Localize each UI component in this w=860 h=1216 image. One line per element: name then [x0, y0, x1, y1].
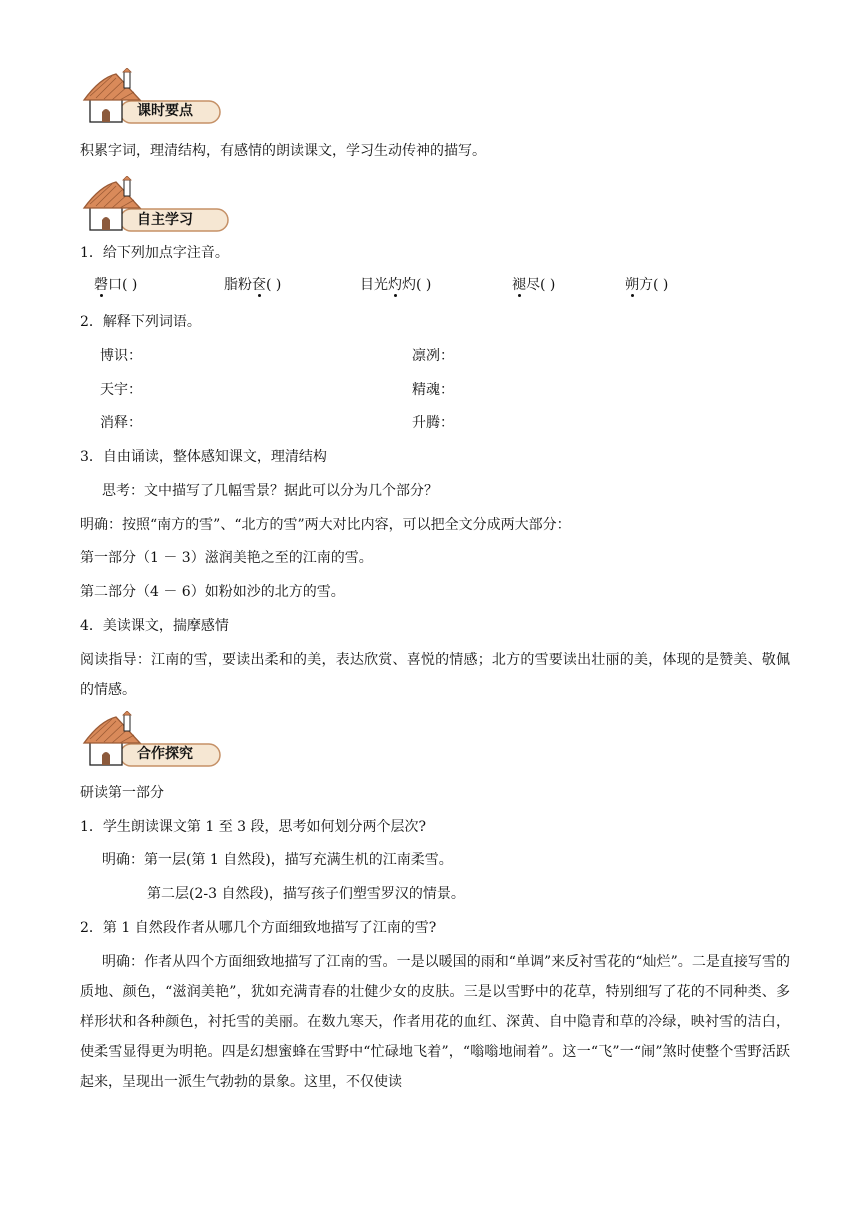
pinyin-item [625, 278, 668, 292]
pinyin-item [512, 278, 555, 292]
section-title: 合作探究 [137, 746, 193, 762]
text-line: 思考：文中描写了几幅雪景？据此可以分为几个部分？ [102, 483, 438, 499]
paragraph: 阅读指导：江南的雪，要读出柔和的美，表达欣赏、喜悦的情感；北方的雪要读出壮丽的美，体现的是赞美、敬佩的情感。 [80, 652, 790, 698]
term-label: 消释： [100, 415, 142, 431]
pinyin-blank: 方( ) [639, 277, 669, 293]
dotted-char: 奁 [252, 277, 266, 293]
term-label: 凛冽： [412, 348, 454, 364]
term-label: 精魂： [412, 382, 454, 398]
pinyin-item [360, 278, 431, 292]
pinyin-blank: 尽( ) [526, 277, 556, 293]
dotted-char: 灼 [388, 277, 402, 293]
text-line: 第一部分（1 － 3）滋润美艳之至的江南的雪。 [80, 550, 373, 566]
section-title: 自主学习 [137, 212, 193, 228]
text-line: 明确：按照“南方的雪”、“北方的雪”两大对比内容，可以把全文分成两大部分： [80, 517, 571, 533]
text-line: 2．第 1 自然段作者从哪几个方面细致地描写了江南的雪? [80, 920, 437, 936]
term-label: 天宇： [100, 382, 142, 398]
paragraph: 明确：作者从四个方面细致地描写了江南的雪。一是以暖国的雨和“单调”来反衬雪花的“灿烂”。二是直接写雪的质地、颜色，“滋润美艳”，犹如充满青春的壮健少女的皮肤。三是以雪野中的花草，特别细写了花的不同种类、多样形状和各种颜色，衬托雪的美丽。在数九寒天，作者用花的血红、深黄、自中隐青和草的冷绿，映衬雪的洁白，使柔雪显得更为明艳。四是幻想蜜蜂在雪野中“忙碌地飞着”，“嗡嗡地闹着”。这一“飞”一“闹”煞时使整个雪野活跃起来，呈现出一派生气勃勃的景象。这里，不仅使读 [80, 954, 790, 1090]
text-line: 3．自由诵读，整体感知课文，理清结构 [80, 449, 327, 465]
pinyin-item [224, 278, 281, 292]
text-line: 1．给下列加点字注音。 [80, 245, 229, 261]
text-line: 2．解释下列词语。 [80, 314, 201, 330]
pinyin-blank: 灼( ) [402, 277, 432, 293]
dotted-char: 磬 [94, 277, 108, 293]
text-span: 目光 [360, 277, 388, 293]
text-line: 4．美读课文，揣摩感情 [80, 618, 229, 634]
text-line: 明确：第一层(第 1 自然段)，描写充满生机的江南柔雪。 [102, 852, 453, 868]
section-title: 课时要点 [137, 103, 193, 119]
section-header-self-study [82, 176, 232, 234]
pinyin-blank: 口( ) [108, 277, 138, 293]
text-line: 1．学生朗读课文第 1 至 3 段，思考如何划分两个层次? [80, 819, 427, 835]
pinyin-item [94, 278, 137, 292]
term-label: 升腾： [412, 415, 454, 431]
text-line: 第二部分（4 － 6）如粉如沙的北方的雪。 [80, 584, 345, 600]
text-line: 研读第一部分 [80, 785, 164, 801]
text-line: 积累字词，理清结构，有感情的朗读课文，学习生动传神的描写。 [80, 143, 486, 159]
term-label: 博识： [100, 348, 142, 364]
section-header-cooperative [82, 711, 232, 769]
section-header-keypoints [82, 68, 232, 126]
pinyin-blank: ( ) [266, 277, 282, 293]
text-span: 脂粉 [224, 277, 252, 293]
dotted-char: 朔 [625, 277, 639, 293]
text-line: 第二层(2-3 自然段)，描写孩子们塑雪罗汉的情景。 [147, 886, 465, 902]
dotted-char: 褪 [512, 277, 526, 293]
